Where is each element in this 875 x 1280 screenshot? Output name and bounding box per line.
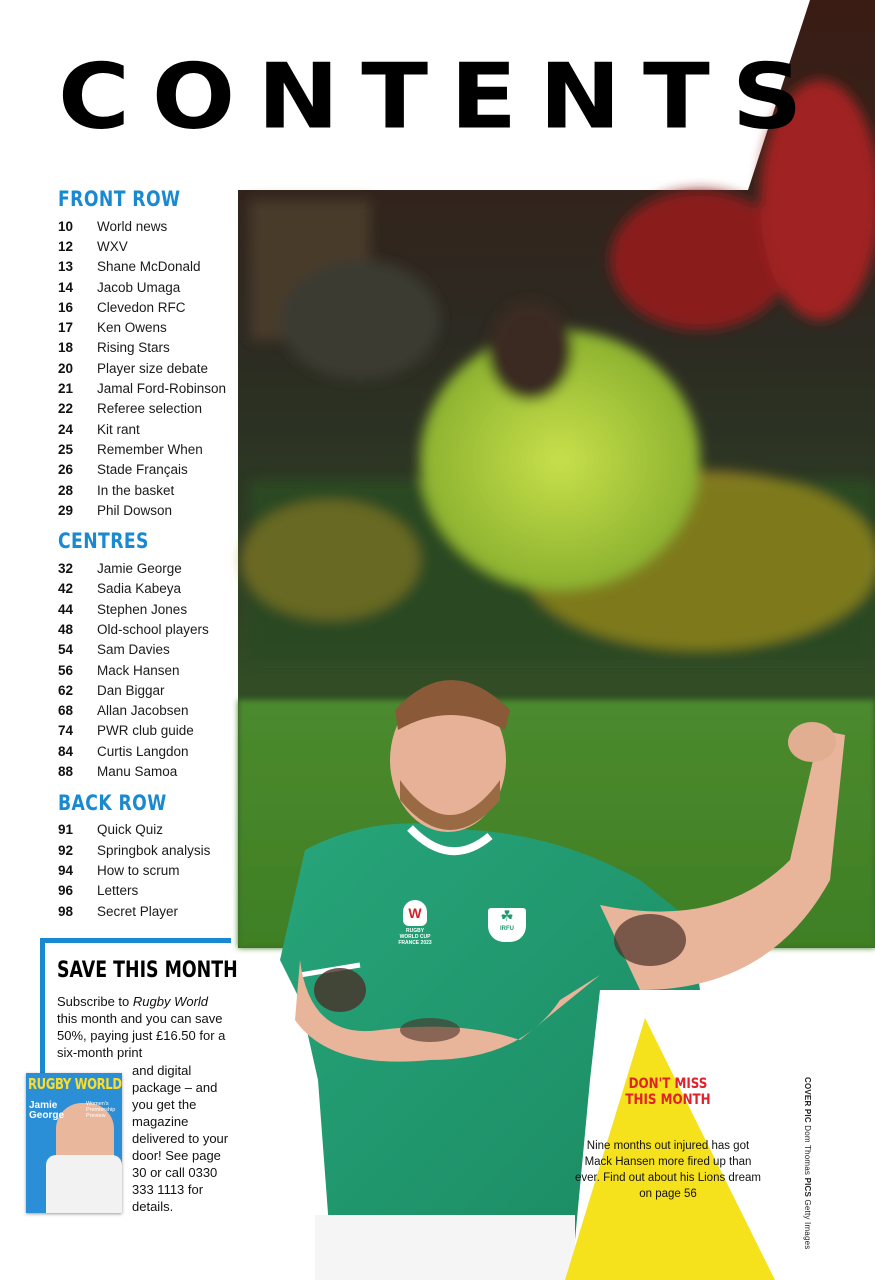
entry-title: Shane McDonald: [97, 259, 201, 275]
credit-cover-label: COVER PIC: [803, 1077, 812, 1123]
page-number: 26: [58, 462, 74, 478]
entry-title: How to scrum: [97, 862, 180, 878]
entry-title: Secret Player: [97, 903, 179, 919]
page-number: 16: [58, 299, 74, 315]
page-number: 24: [58, 421, 74, 437]
credit-pics-label: PICS: [803, 1177, 812, 1198]
toc-entry[interactable]: [58, 741, 236, 761]
shamrock-icon: ☘: [500, 908, 514, 925]
entry-title: Phil Dowson: [97, 502, 173, 518]
entry-title: Letters: [97, 883, 139, 899]
toc-entry[interactable]: [58, 500, 236, 520]
page-number: 96: [58, 883, 74, 899]
page-number: 14: [58, 279, 74, 295]
toc-entry[interactable]: [58, 480, 236, 500]
page-number: 12: [58, 238, 74, 254]
credit-pics-name: Getty Images: [803, 1199, 812, 1250]
subscribe-box: [28, 938, 238, 1218]
entry-title: Manu Samoa: [97, 764, 178, 780]
toc-entry[interactable]: [58, 599, 236, 619]
entry-title: Old-school players: [97, 621, 209, 637]
toc-entry[interactable]: [58, 399, 236, 419]
toc-entry[interactable]: [58, 680, 236, 700]
subscribe-text: [57, 993, 229, 1061]
page-number: 74: [58, 723, 74, 739]
entry-title: Kit rant: [97, 421, 140, 437]
page-number: 98: [58, 903, 74, 919]
page-number: 29: [58, 502, 74, 518]
toc-entry[interactable]: [58, 439, 236, 459]
world-cup-badge: W RUGBY WORLD CUP FRANCE 2023: [398, 900, 432, 946]
page-number: 62: [58, 682, 74, 698]
toc-entry[interactable]: [58, 721, 236, 741]
section-heading: FRONT ROW: [58, 187, 181, 211]
toc-entry[interactable]: [58, 236, 236, 256]
toc-entry[interactable]: [58, 338, 236, 358]
entry-title: Clevedon RFC: [97, 299, 186, 315]
irfu-crest-text: IRFU: [500, 926, 514, 932]
entry-title: PWR club guide: [97, 723, 194, 739]
page-title: CONTENTS: [58, 44, 825, 150]
toc-entry[interactable]: [58, 701, 236, 721]
photo-credit: [803, 1077, 812, 1249]
toc-entry[interactable]: [58, 820, 236, 840]
page-number: 91: [58, 822, 74, 838]
toc-entry[interactable]: [58, 460, 236, 480]
entry-title: Quick Quiz: [97, 822, 164, 838]
page-number: 20: [58, 360, 74, 376]
world-cup-badge-text: RUGBY WORLD CUP FRANCE 2023: [398, 928, 432, 946]
toc-section: [58, 790, 236, 921]
subscribe-text-start: Subscribe to: [57, 994, 133, 1009]
table-of-contents: [58, 186, 236, 929]
entry-title: Stade Français: [97, 462, 188, 478]
toc-entry[interactable]: [58, 419, 236, 439]
toc-entry[interactable]: [58, 881, 236, 901]
toc-entry[interactable]: [58, 558, 236, 578]
toc-entry[interactable]: [58, 257, 236, 277]
callout-body: Nine months out injured has got Mack Hansen more fired up than ever. Find out about his Lions dream on page 56: [574, 1140, 762, 1200]
cover-blurb: Women's Premiership Preview: [86, 1101, 116, 1119]
page-number: 44: [58, 601, 74, 617]
page-number: 17: [58, 320, 74, 336]
page-number: 68: [58, 703, 74, 719]
cover-shirt: [46, 1155, 122, 1213]
toc-entry[interactable]: [58, 901, 236, 921]
toc-entry[interactable]: [58, 216, 236, 236]
subscribe-text-middle: this month and you can save 50%, paying just £16.50 for a six-month print: [57, 1011, 226, 1060]
toc-entry[interactable]: [58, 579, 236, 599]
subscribe-heading: SAVE THIS MONTH: [57, 958, 238, 983]
entry-title: World news: [97, 218, 168, 234]
entry-title: Sadia Kabeya: [97, 581, 182, 597]
page-number: 88: [58, 764, 74, 780]
dont-miss-callout: [565, 1018, 775, 1280]
page-number: 32: [58, 561, 74, 577]
toc-entry[interactable]: [58, 640, 236, 660]
page-number: 28: [58, 482, 74, 498]
entry-title: Jacob Umaga: [97, 279, 181, 295]
page-number: 56: [58, 662, 74, 678]
page-number: 10: [58, 218, 74, 234]
toc-entry[interactable]: [58, 277, 236, 297]
page-number: 21: [58, 381, 74, 397]
entry-title: Dan Biggar: [97, 682, 165, 698]
entry-title: In the basket: [97, 482, 175, 498]
irfu-crest: [488, 908, 526, 942]
page-number: 92: [58, 842, 74, 858]
toc-entry[interactable]: [58, 619, 236, 639]
entry-title: Stephen Jones: [97, 601, 188, 617]
toc-entry[interactable]: [58, 660, 236, 680]
toc-section: [58, 528, 236, 781]
page-number: 18: [58, 340, 74, 356]
toc-entry[interactable]: [58, 358, 236, 378]
toc-entry[interactable]: [58, 378, 236, 398]
entry-title: Player size debate: [97, 360, 209, 376]
entry-title: Rising Stars: [97, 340, 170, 356]
toc-entry[interactable]: [58, 761, 236, 781]
toc-entry[interactable]: [58, 840, 236, 860]
section-heading: BACK ROW: [58, 790, 167, 815]
entry-title: Sam Davies: [97, 642, 170, 658]
entry-title: Jamie George: [97, 561, 182, 577]
page-number: 25: [58, 441, 74, 457]
entry-title: Jamal Ford-Robinson: [97, 381, 227, 397]
subscribe-text-continued: and digital package – and you get the magazine delivered to your door! See page 30 or call 0330 333 1113 for details.: [132, 1063, 229, 1214]
section-heading: CENTRES: [58, 529, 149, 554]
entry-title: Mack Hansen: [97, 662, 180, 678]
entry-title: Ken Owens: [97, 320, 167, 336]
page-number: 42: [58, 581, 74, 597]
page-number: 54: [58, 642, 74, 658]
credit-cover-name: Dom Thomas: [803, 1125, 812, 1176]
entry-title: Referee selection: [97, 401, 203, 417]
page-number: 84: [58, 743, 74, 759]
entry-title: Curtis Langdon: [97, 743, 189, 759]
entry-title: Remember When: [97, 441, 203, 457]
magazine-name[interactable]: Rugby World: [132, 994, 209, 1009]
page-number: 22: [58, 401, 74, 417]
callout-heading: DON'T MISS THIS MONTH: [625, 1076, 711, 1108]
cover-headline: Jamie George: [29, 1100, 65, 1121]
entry-title: Springbok analysis: [97, 842, 211, 858]
entry-title: Allan Jacobsen: [97, 703, 189, 719]
page-number: 48: [58, 621, 74, 637]
toc-entry[interactable]: [58, 317, 236, 337]
page-number: 13: [58, 259, 74, 275]
toc-entry[interactable]: [58, 297, 236, 317]
page-number: 94: [58, 862, 74, 878]
toc-section: [58, 186, 236, 520]
magazine-cover-thumbnail[interactable]: [26, 1073, 122, 1213]
cover-masthead: RUGBY WORLD: [28, 1075, 122, 1093]
toc-entry[interactable]: [58, 860, 236, 880]
entry-title: WXV: [97, 238, 128, 254]
